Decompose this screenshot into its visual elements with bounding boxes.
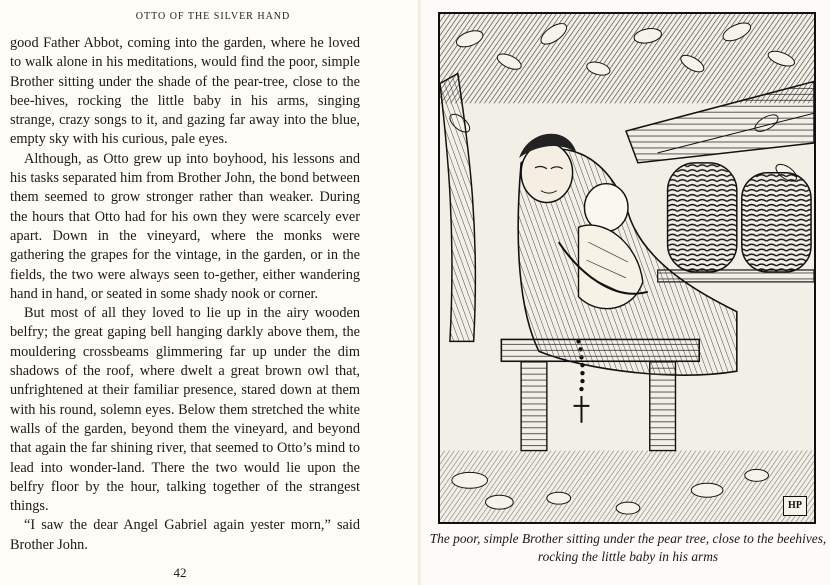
paragraph-4: “I saw the dear Angel Gabriel again yester morn,” said Brother John. xyxy=(10,517,360,553)
running-head: OTTO OF THE SILVER HAND xyxy=(135,11,291,22)
paragraph-2: Although, as Otto grew up into boyhood, his lessons and his tasks separated him from Brother John, the bond between them seemed to grow stronger rather than weaker. During the hours that Otto had for his own they were scarcely ever apart. Down in the vineyard, where the monks were gathering the grapes for the vintage, in the garden, or in the fields, the two were always seen to-gether, either wandering hand in hand, or seated in some shady nook or corner. xyxy=(10,150,360,302)
right-page xyxy=(422,0,830,585)
body-text xyxy=(10,34,360,555)
illustration-monk-with-baby xyxy=(438,12,816,524)
ground-plants xyxy=(440,451,814,522)
paragraph-3: But most of all they loved to lie up in the airy wooden belfry; the great gaping bell hanging darkly above them, the mouldering crossbeams glimmering far up under the dim shadows of the roof, where dwelt a great brown owl that, unfrightened at their familiar presence, stared down at them with his round, solemn eyes. Below them stretched the white walls of the garden, beyond them the vineyard, and beyond that again the far shining river, that seemed to Otto’s mind to lead into wonder-land. There the two would lie upon the belfry floor by the hour, talking together of the strangest things. xyxy=(10,305,360,515)
page-number: 42 xyxy=(173,565,187,580)
engraving-art xyxy=(440,14,814,522)
illustration-caption: The poor, simple Brother sitting under the pear tree, close to the beehives, rocking the little baby in his arms xyxy=(429,531,827,564)
artist-monogram: HP xyxy=(783,496,807,516)
monk-face xyxy=(521,143,572,203)
paragraph-1: good Father Abbot, coming into the garden, where he loved to walk alone in his meditations, would find the poor, simple Brother sitting under the shade of the pear-tree, close to the bee-hives, rocking the little baby in his arms, singing strange, crazy songs to it, and gazing far away into the blue, empty sky with his curious, pale eyes. xyxy=(10,35,360,148)
